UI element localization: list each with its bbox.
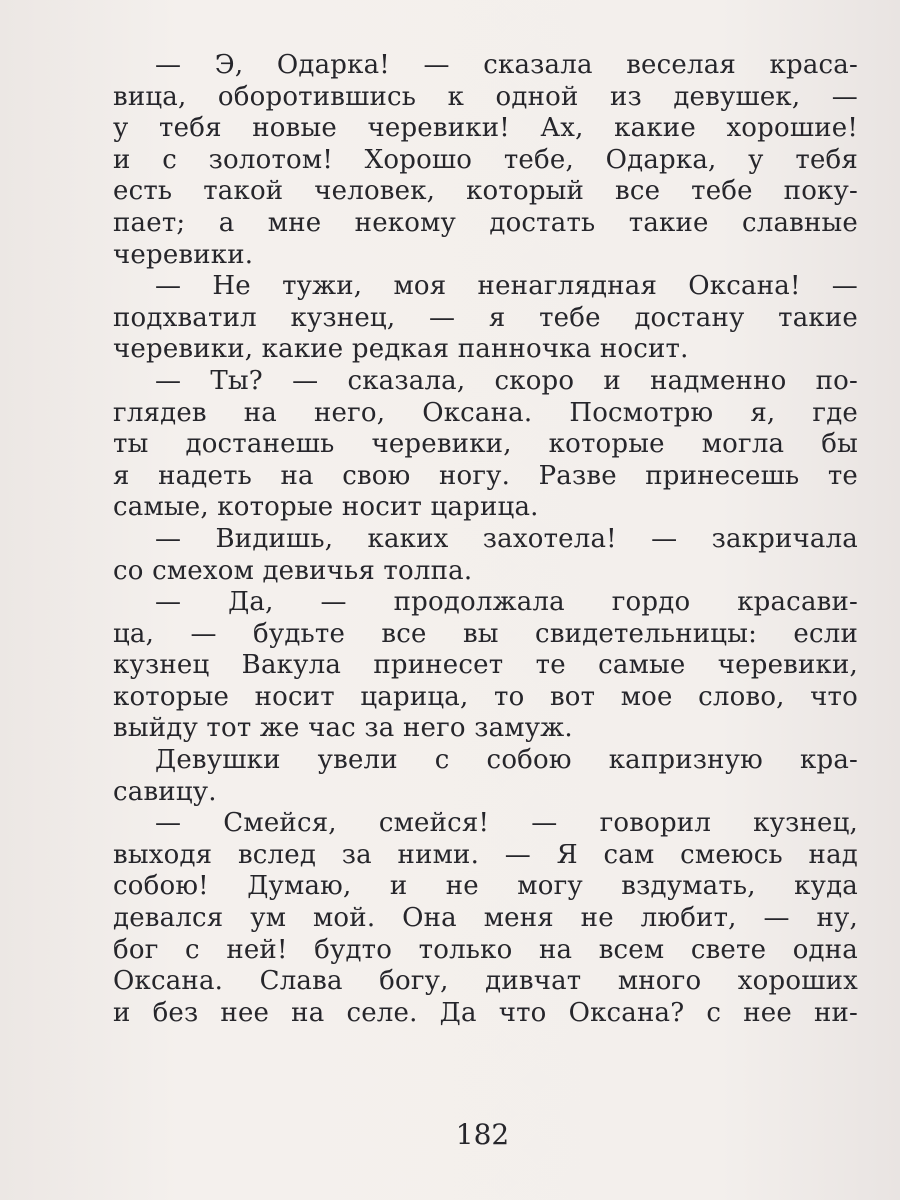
text-line: выходя вслед за ними. — Я сам смеюсь над [113,839,858,870]
text-line: кузнец Вакула принесет те самые черевики, [113,650,858,681]
text-line: которые носит царица, то вот мое слово, что [113,681,858,712]
text-line: собою! Думаю, и не могу вздумать, куда [113,871,858,902]
text-line: вица, оборотившись к одной из девушек, — [113,81,858,112]
text-line: — Да, — продолжала гордо красави- [155,587,858,618]
page-text [113,50,858,1029]
page-number: 182 [455,1118,510,1151]
text-line: савицу. [113,776,217,807]
text-line: бог с ней! будто только на всем свете одна [113,934,858,965]
text-line: — Смейся, смейся! — говорил кузнец, [155,808,858,839]
text-line: ты достанешь черевики, которые могла бы [113,429,858,460]
text-line: глядев на него, Оксана. Посмотрю я, где [113,397,858,428]
text-line: я надеть на свою ногу. Разве принесешь те [113,460,858,491]
text-line: Оксана. Слава богу, дивчат много хороших [113,966,858,997]
text-line: — Видишь, каких захотела! — закричала [155,523,858,554]
text-line: пает; а мне некому достать такие славные [113,207,858,238]
text-line: — Э, Одарка! — сказала веселая краса- [155,50,858,80]
text-line: и с золотом! Хорошо тебе, Одарка, у тебя [113,144,858,175]
text-line: со смехом девичья толпа. [113,555,473,586]
text-line: и без нее на селе. Да что Оксана? с нее ни- [113,997,858,1028]
text-line: черевики. [113,239,254,270]
text-line: — Ты? — сказала, скоро и надменно по- [155,365,858,396]
text-line: подхватил кузнец, — я тебе достану такие [113,302,858,333]
text-line: — Не тужи, моя ненаглядная Оксана! — [155,271,858,302]
text-line: черевики, какие редкая панночка носит. [113,334,689,365]
text-line: у тебя новые черевики! Ах, какие хорошие! [113,113,858,144]
text-line: самые, которые носит царица. [113,492,539,523]
text-line: Девушки увели с собою капризную кра- [155,745,858,776]
text-line: есть такой человек, который все тебе поку- [113,176,858,207]
text-line: девался ум мой. Она меня не любит, — ну, [113,903,858,934]
text-line: ца, — будьте все вы свидетельницы: если [113,618,858,649]
text-line: выйду тот же час за него замуж. [113,713,573,744]
